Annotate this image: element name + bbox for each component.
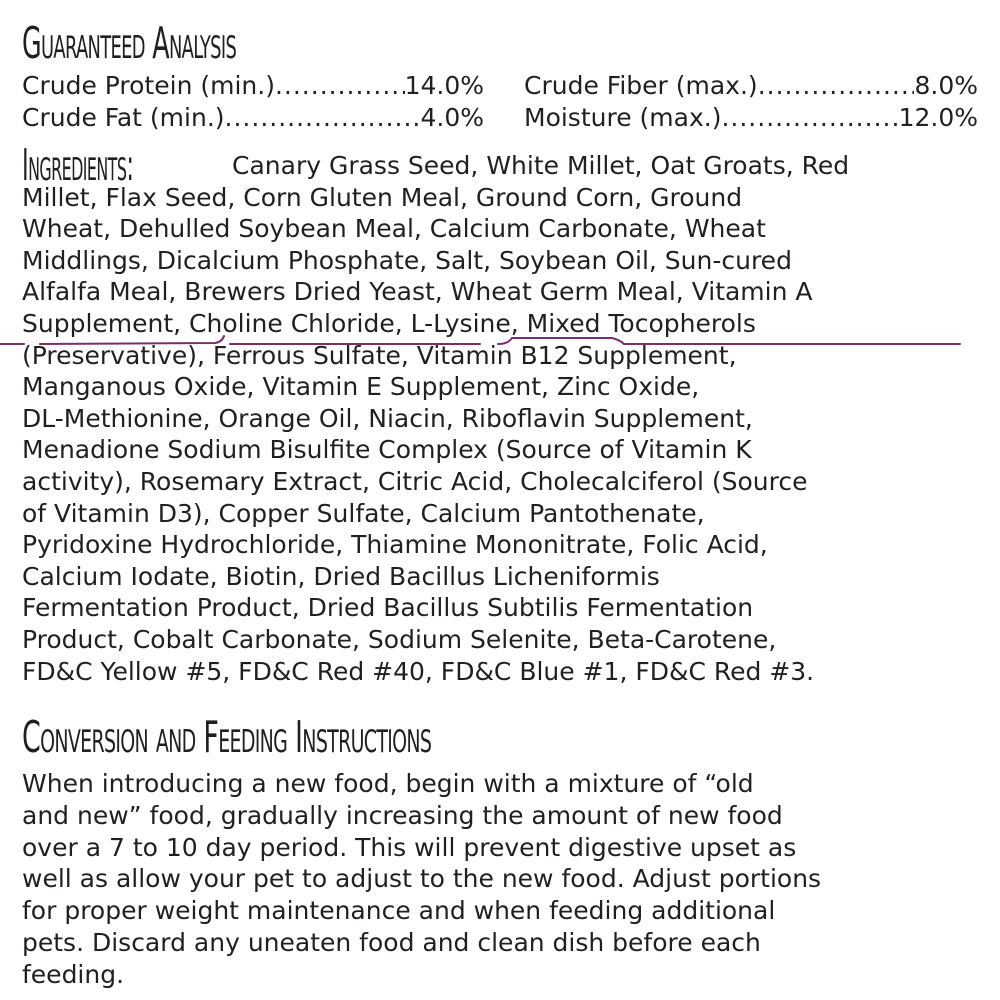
dot-leader: [721, 102, 898, 134]
ingredients-line: activity), Rosemary Extract, Citric Acid, Cholecalciferol (Source: [22, 466, 808, 496]
ingredients-line: Alfalfa Meal, Brewers Dried Yeast, Wheat Germ Meal, Vitamin A: [22, 277, 813, 307]
ingredients-line: (Preservative), Ferrous Sulfate, Vitamin B12 Supplement,: [22, 340, 737, 370]
ingredients-line: Wheat, Dehulled Soybean Meal, Calcium Carbonate, Wheat: [22, 214, 766, 244]
feeding-line: and new” food, gradually increasing the amount of new food: [22, 800, 783, 830]
dot-leader: [758, 70, 915, 102]
analysis-value: 14.0%: [404, 71, 484, 100]
feeding-instructions-heading: Conversion and Feeding Instructions: [22, 712, 432, 763]
feeding-line: pets. Discard any uneaten food and clean dish before each: [22, 927, 761, 957]
analysis-value: 8.0%: [914, 71, 978, 100]
feeding-line: for proper weight maintenance and when feeding additional: [22, 896, 776, 926]
ingredients-line: Product, Cobalt Carbonate, Sodium Selenite, Beta-Carotene,: [22, 624, 777, 654]
analysis-column-left: [22, 70, 484, 134]
analysis-row: [22, 70, 484, 102]
ingredients-line: DL-Methionine, Orange Oil, Niacin, Riboflavin Supplement,: [22, 403, 753, 433]
ingredients-line: Calcium Iodate, Biotin, Dried Bacillus Licheniformis: [22, 561, 660, 591]
ingredients-line: Middlings, Dicalcium Phosphate, Salt, Soybean Oil, Sun-cured: [22, 245, 792, 275]
analysis-row: [22, 102, 484, 134]
ingredients-line: of Vitamin D3), Copper Sulfate, Calcium Pantothenate,: [22, 498, 705, 528]
analysis-column-right: [524, 70, 978, 134]
ingredients-section: [22, 140, 982, 687]
ingredients-line: Millet, Flax Seed, Corn Gluten Meal, Ground Corn, Ground: [22, 182, 743, 212]
feeding-line: over a 7 to 10 day period. This will prevent digestive upset as: [22, 832, 797, 862]
guaranteed-analysis-heading: Guaranteed Analysis: [22, 18, 237, 69]
dot-leader: [225, 102, 421, 134]
ingredients-line: Menadione Sodium Bisulfite Complex (Source of Vitamin K: [22, 435, 752, 465]
dot-leader: [275, 70, 405, 102]
ingredients-line: Supplement, Choline Chloride, L-Lysine, Mixed Tocopherols: [22, 308, 756, 338]
analysis-label: Crude Fat (min.): [22, 103, 225, 132]
pen-strike-mark: [0, 330, 1000, 360]
ingredients-line: Fermentation Product, Dried Bacillus Subtilis Fermentation: [22, 593, 754, 623]
analysis-row: [524, 102, 978, 134]
feeding-instructions-text: [22, 768, 982, 991]
analysis-value: 4.0%: [420, 103, 484, 132]
ingredients-line: [22, 140, 982, 191]
ingredients-line: FD&C Yellow #5, FD&C Red #40, FD&C Blue #1, FD&C Red #3.: [22, 656, 815, 686]
analysis-value: 12.0%: [898, 103, 978, 132]
feeding-line: well as allow your pet to adjust to the new food. Adjust portions: [22, 864, 822, 894]
feeding-line: feeding.: [22, 959, 125, 989]
ingredients-line: Pyridoxine Hydrochloride, Thiamine Mononitrate, Folic Acid,: [22, 530, 768, 560]
ingredients-text: Canary Grass Seed, White Millet, Oat Groats, Red: [232, 151, 850, 180]
ingredients-line: Manganous Oxide, Vitamin E Supplement, Zinc Oxide,: [22, 372, 700, 402]
analysis-row: [524, 70, 978, 102]
analysis-label: Crude Protein (min.): [22, 71, 275, 100]
analysis-label: Crude Fiber (max.): [524, 71, 758, 100]
ingredients-heading: Ingredients:: [22, 140, 134, 191]
analysis-label: Moisture (max.): [524, 103, 722, 132]
feeding-line: When introducing a new food, begin with a mixture of “old: [22, 769, 754, 798]
